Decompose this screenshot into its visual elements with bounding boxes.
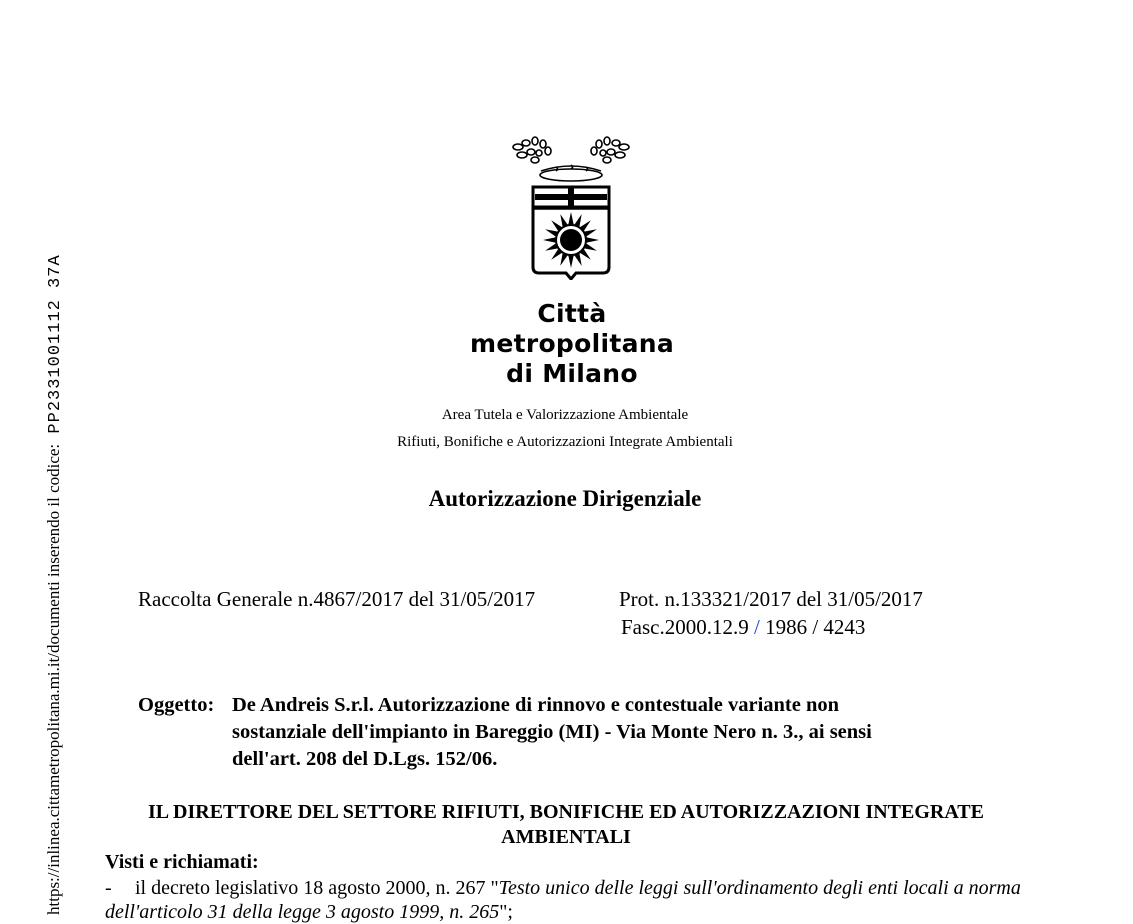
verification-stamp [44, 254, 66, 915]
list-item [105, 876, 1045, 924]
protocol-number: Prot. n.133321/2017 del 31/05/2017 [619, 587, 923, 611]
verification-url-text: https://inlinea.cittametropolitana.mi.it/documenti inserendo il codice: [44, 443, 63, 915]
fasc-separator: / [754, 615, 760, 639]
verification-code: PP2331001112 37A [46, 254, 65, 434]
bullet-text: il decreto legislativo 18 agosto 2000, n. 267 " [135, 877, 499, 899]
department-area: Area Tutela e Valorizzazione Ambientale [441, 407, 689, 423]
coat-of-arms-icon [508, 135, 634, 280]
director-heading: IL DIRETTORE DEL SETTORE RIFIUTI, BONIFICHE ED AUTORIZZAZIONI INTEGRATE AMBIENTALI [148, 801, 984, 848]
org-name-line-2: metropolitana [469, 329, 675, 358]
visti-heading: Visti e richiamati: [105, 851, 259, 873]
subject-text: De Andreis S.r.l. Autorizzazione di rinnovo e contestuale variante non sostanziale dell'impianto in Bareggio (MI) - Via Monte Nero n. 3., ai sensi dell'art. 208 del D.Lgs. 152/06. [232, 694, 872, 770]
fascicolo [621, 615, 865, 639]
subject-block [138, 692, 938, 773]
org-name-line-1: Città [537, 299, 607, 328]
bullet-italic-text: Testo unico delle leggi sull'ordinamento degli enti locali a norma dell'articolo 31 della legge 3 agosto 1999, n. 265 [105, 877, 1021, 923]
document-title: Autorizzazione Dirigenziale [428, 486, 702, 511]
bullet-text-end: "; [499, 901, 513, 923]
subject-label: Oggetto: [138, 694, 215, 716]
department-sector: Rifiuti, Bonifiche e Autorizzazioni Integrate Ambientali [397, 434, 733, 450]
organization-name [420, 299, 724, 389]
bullet-dash: - [105, 877, 112, 899]
org-name-line-3: di Milano [506, 359, 638, 388]
raccolta-generale: Raccolta Generale n.4867/2017 del 31/05/2017 [138, 587, 536, 611]
fasc-prefix: Fasc.2000.12.9 [621, 615, 749, 639]
fasc-suffix: 1986 / 4243 [765, 615, 866, 639]
